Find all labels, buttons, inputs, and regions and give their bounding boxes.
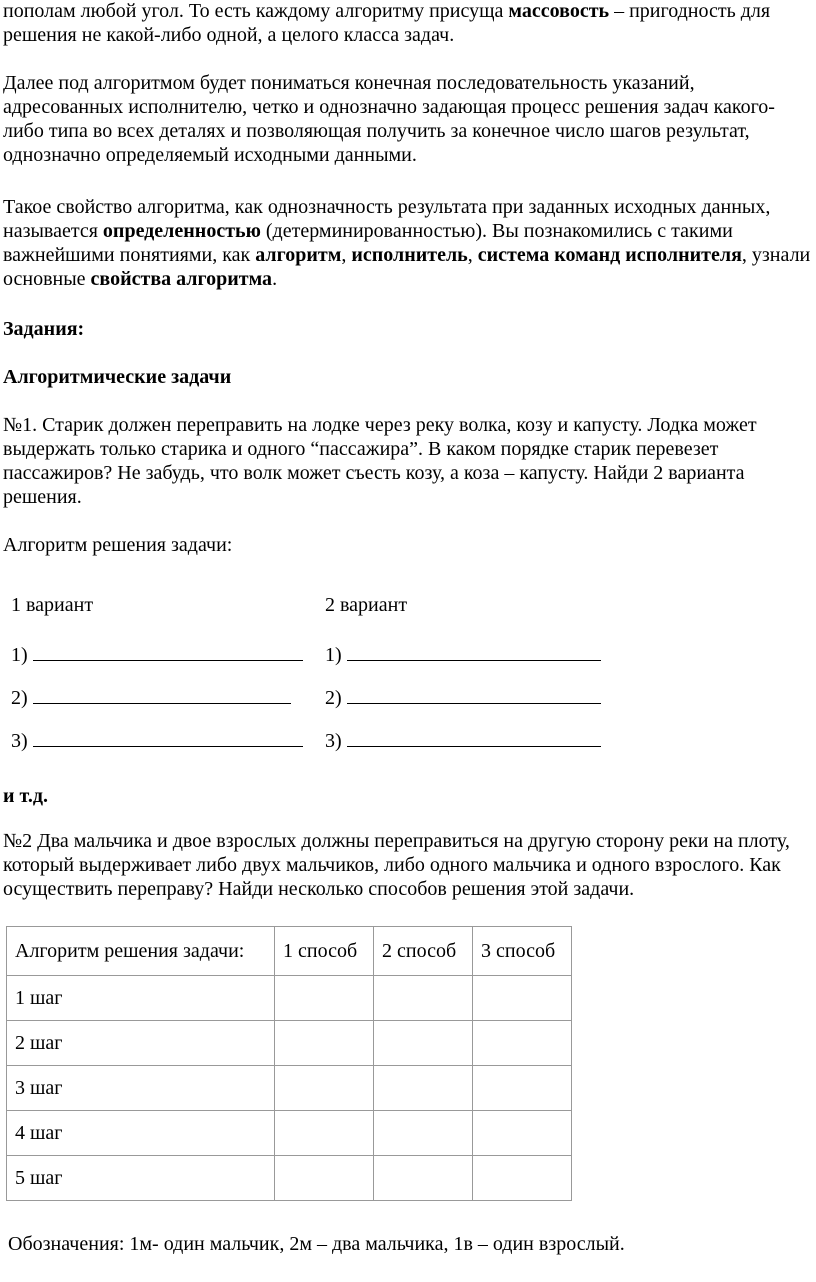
answer-cell[interactable] (473, 1111, 572, 1156)
etc-label (3, 784, 811, 808)
variant2-step-1 (325, 640, 601, 664)
variant2-step-2 (325, 683, 601, 707)
task2-text: №2 Два мальчика и двое взрослых должны переправиться на другую сторону реки на плоту, который выдерживает либо двух мальчиков, либо одного мальчика и одного взрослого. Как осуществить переправу? Найди несколько способов решения этой задачи. (3, 830, 790, 900)
variant1-step-1 (11, 640, 303, 664)
answer-cell[interactable] (275, 976, 374, 1021)
solution-table (6, 926, 572, 1201)
answer-blank (347, 640, 601, 661)
variant1-step-2 (11, 683, 291, 707)
paragraph-determinism (3, 195, 811, 291)
term-determinism: определенностью (102, 220, 261, 242)
variant2-step-3 (325, 726, 601, 750)
step-label-cell: 3 шаг (7, 1066, 275, 1111)
answer-cell[interactable] (374, 1111, 473, 1156)
legend-text: Обозначения: 1м- один мальчик, 2м – два мальчика, 1в – один взрослый. (8, 1233, 625, 1255)
answer-cell[interactable] (275, 1156, 374, 1201)
answer-cell[interactable] (275, 1111, 374, 1156)
answer-blank (33, 726, 303, 747)
step-number: 1) (325, 644, 342, 666)
table-row (7, 1156, 572, 1201)
answer-cell[interactable] (374, 1021, 473, 1066)
step-label-cell: 1 шаг (7, 976, 275, 1021)
heading-tasks-text: Задания: (3, 318, 85, 340)
step-label-cell: 2 шаг (7, 1021, 275, 1066)
table-header-cell: 3 способ (473, 927, 572, 976)
heading-algorithmic-tasks-text: Алгоритмические задачи (3, 366, 232, 388)
table-row (7, 976, 572, 1021)
term-executor: исполнитель (351, 244, 468, 266)
step-label-cell: 5 шаг (7, 1156, 275, 1201)
answer-blank (33, 683, 291, 704)
step-number: 2) (11, 687, 28, 709)
text-run: . (272, 268, 278, 290)
step-number: 3) (325, 730, 342, 752)
heading-tasks (3, 317, 811, 341)
table-header-cell: 1 способ (275, 927, 374, 976)
text-run: пополам любой угол. То есть каждому алгоритму присуща (3, 0, 509, 22)
text-run: , узнали основные (3, 244, 811, 290)
answer-cell[interactable] (374, 976, 473, 1021)
answer-blank (33, 640, 303, 661)
text-run: – пригодность для решения не какой-либо одной, а целого класса задач. (3, 0, 771, 46)
term-algorithm: алгоритм (255, 244, 342, 266)
heading-algorithmic-tasks (3, 365, 811, 389)
text-run: , (341, 244, 352, 266)
table-header-cell: 2 способ (374, 927, 473, 976)
task1-algo-label: Алгоритм решения задачи: (3, 534, 233, 556)
text-run: Такое свойство алгоритма, как однозначность результата при заданных исходных данных, называется (3, 196, 771, 242)
answer-cell[interactable] (374, 1156, 473, 1201)
paragraph-mass (3, 0, 811, 47)
answer-cell[interactable] (473, 976, 572, 1021)
answer-blank (347, 683, 601, 704)
text-run: (детерминированностью). Вы познакомились с такими важнейшими понятиями, как (3, 220, 733, 266)
variant1-label: 1 вариант (11, 594, 94, 616)
step-number: 2) (325, 687, 342, 709)
answer-cell[interactable] (275, 1066, 374, 1111)
answer-cell[interactable] (473, 1156, 572, 1201)
table-header-cell: Алгоритм решения задачи: (7, 927, 275, 976)
etc-text: и т.д. (3, 785, 48, 807)
table-header-row (7, 927, 572, 976)
term-properties: свойства алгоритма (90, 268, 273, 290)
paragraph-definition: Далее под алгоритмом будет пониматься конечная последовательность указаний, адресованных исполнителю, четко и однозначно задающая процесс решения задач какого-либо типа во всех деталях и позволяющая получить за конечное число шагов результат, однозначно определяемый исходными данными. (3, 72, 775, 166)
answer-cell[interactable] (473, 1021, 572, 1066)
answer-cell[interactable] (275, 1021, 374, 1066)
table-row (7, 1066, 572, 1111)
text-run: , (467, 244, 478, 266)
variant1-step-3 (11, 726, 303, 750)
table-row (7, 1111, 572, 1156)
step-number: 3) (11, 730, 28, 752)
step-number: 1) (11, 644, 28, 666)
answer-cell[interactable] (374, 1066, 473, 1111)
table-row (7, 1021, 572, 1066)
term-mass: массовость (508, 0, 610, 22)
answer-blank (347, 726, 601, 747)
term-command-system: система команд исполнителя (477, 244, 742, 266)
variant2-label: 2 вариант (325, 594, 408, 616)
answer-cell[interactable] (473, 1066, 572, 1111)
step-label-cell: 4 шаг (7, 1111, 275, 1156)
task1-text: №1. Старик должен переправить на лодке через реку волка, козу и капусту. Лодка может выдержать только старика и одного “пассажира”. В каком порядке старик перевезет пассажиров? Не забудь, что волк может съесть козу, а коза – капусту. Найди 2 варианта решения. (3, 414, 757, 508)
